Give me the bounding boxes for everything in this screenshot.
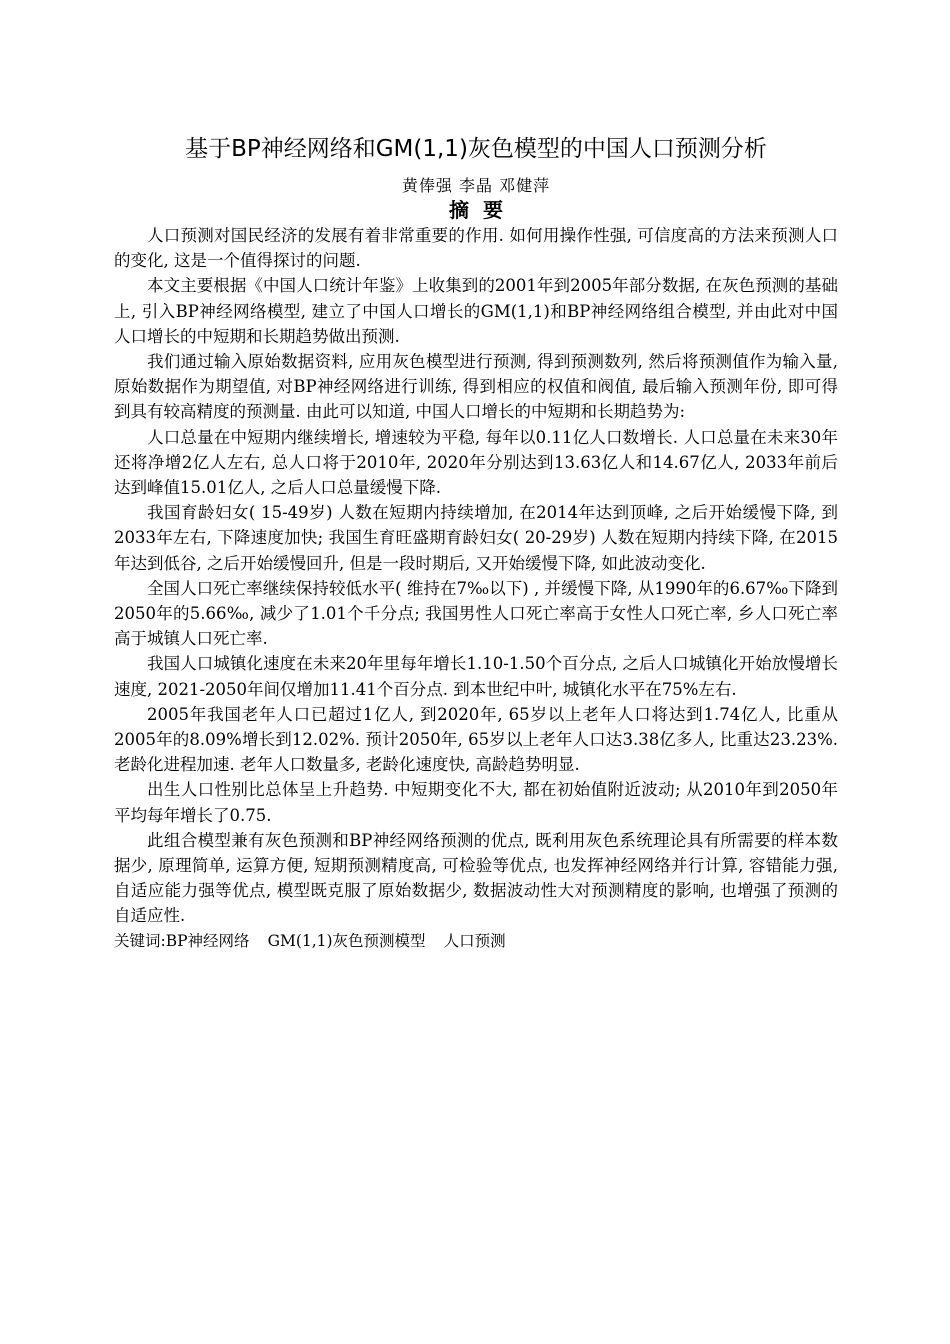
abstract-paragraph: 我国人口城镇化速度在未来20年里每年增长1.10-1.50个百分点, 之后人口城镇化开始放慢增长速度, 2021-2050年间仅增加11.41个百分点. 到本世纪中叶, 城镇化水平在75%左右.	[114, 654, 838, 699]
abstract-paragraph: 出生人口性别比总体呈上升趋势. 中短期变化不大, 都在初始值附近波动; 从2010年到2050年平均每年增长了0.75.	[114, 780, 838, 825]
abstract-paragraph: 2005年我国老年人口已超过1亿人, 到2020年, 65岁以上老年人口将达到1.74亿人, 比重从2005年的8.09%增长到12.02%. 预计2050年, 65岁以上老年人口达3.38亿多人, 比重达23.23%. 老龄化进程加速. 老年人口数量多, 老龄化速度快, 高龄趋势明显.	[114, 704, 838, 775]
keywords-line	[114, 929, 838, 954]
abstract-paragraph: 我国育龄妇女( 15-49岁) 人数在短期内持续增加, 在2014年达到顶峰, 之后开始缓慢下降, 到2033年左右, 下降速度加快; 我国生育旺盛期育龄妇女( 20-29岁) 人数在短期内持续下降, 在2015年达到低谷, 之后开始缓慢回升, 但是一段时期后, 又开始缓慢下降, 如此波动变化.	[114, 503, 838, 573]
abstract-heading: 摘要	[449, 198, 517, 222]
abstract-body	[114, 223, 838, 954]
abstract-paragraph: 全国人口死亡率继续保持较低水平( 维持在7‰以下) , 并缓慢下降, 从1990年的6.67‰下降到2050年的5.66‰, 减少了1.01个千分点; 我国男性人口死亡率高于女性人口死亡率, 乡人口死亡率高于城镇人口死亡率.	[114, 578, 838, 649]
abstract-paragraph: 人口预测对国民经济的发展有着非常重要的作用. 如何用操作性强, 可信度高的方法来预测人口的变化, 这是一个值得探讨的问题.	[114, 226, 838, 271]
abstract-paragraph: 我们通过输入原始数据资料, 应用灰色模型进行预测, 得到预测数列, 然后将预测值作为输入量, 原始数据作为期望值, 对BP神经网络进行训练, 得到相应的权值和阀值, 最后输入预测年份, 即可得到具有较高精度的预测量. 由此可以知道, 中国人口增长的中短期和长期趋势为:	[114, 352, 838, 422]
keyword: BP神经网络	[165, 931, 250, 950]
author-list: 黄俸强 李晶 邓健萍	[401, 176, 551, 195]
paper-title: 基于BP神经网络和GM(1,1)灰色模型的中国人口预测分析	[185, 136, 767, 162]
keywords-label: 关键词:	[114, 931, 166, 950]
keyword: 人口预测	[443, 931, 506, 950]
keyword: GM(1,1)灰色预测模型	[267, 931, 426, 950]
abstract-paragraph: 此组合模型兼有灰色预测和BP神经网络预测的优点, 既利用灰色系统理论具有所需要的样本数据少, 原理简单, 运算方便, 短期预测精度高, 可检验等优点, 也发挥神经网络并行计算, 容错能力强, 自适应能力强等优点, 模型既克服了原始数据少, 数据波动性大对预测精度的影响, 也增强了预测的自适应性.	[114, 830, 838, 926]
abstract-paragraph: 人口总量在中短期内继续增长, 增速较为平稳, 每年以0.11亿人口数增长. 人口总量在未来30年还将净增2亿人左右, 总人口将于2010年, 2020年分别达到13.63亿人和14.67亿人, 2033年前后达到峰值15.01亿人, 之后人口总量缓慢下降.	[114, 427, 838, 498]
abstract-paragraph: 本文主要根据《中国人口统计年鉴》上收集到的2001年到2005年部分数据, 在灰色预测的基础上, 引入BP神经网络模型, 建立了中国人口增长的GM(1,1)和BP神经网络组合模型, 并由此对中国人口增长的中短期和长期趋势做出预测.	[114, 276, 838, 346]
